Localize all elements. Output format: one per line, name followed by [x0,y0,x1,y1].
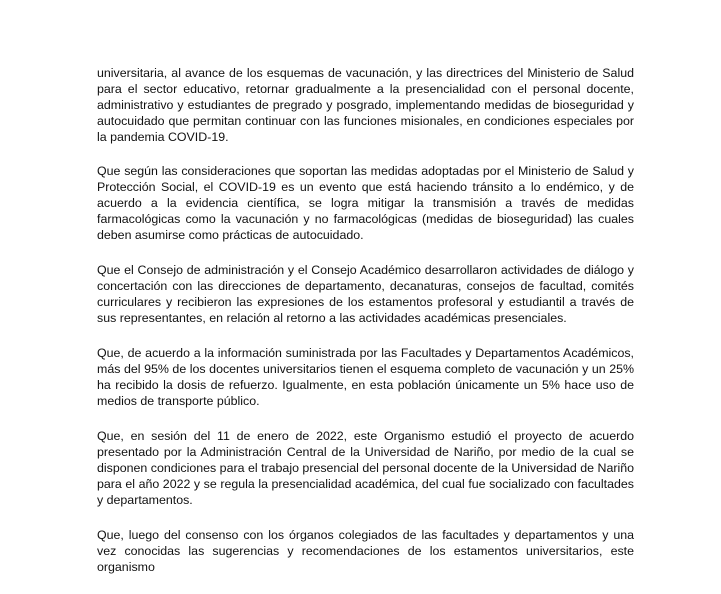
paragraph-covid-endemic: Que según las consideraciones que soportan las medidas adoptadas por el Ministerio de Salud y Protección Social, el COVID-19 es un evento que está haciendo tránsito a lo endémico, y de acuerdo a la evidencia científica, se logra mitigar la transmisión a través de medidas farmacológicas como la vacunación y no farmacológicas (medidas de bioseguridad) las cuales deben asumirse como prácticas de autocuidado. [97,164,634,242]
document-body [97,65,634,594]
paragraph-session-january: Que, en sesión del 11 de enero de 2022, este Organismo estudió el proyecto de acuerdo presentado por la Administración Central de la Universidad de Nariño, por medio de la cual se disponen condiciones para el trabajo presencial del personal docente de la Universidad de Nariño para el año 2022 y se regula la presencialidad académica, del cual fue socializado con facultades y departamentos. [97,429,634,507]
paragraph-consensus: Que, luego del consenso con los órganos colegiados de las facultades y departamentos y una vez conocidas las sugerencias y recomendaciones de los estamentos universitarios, este organismo [97,528,634,574]
paragraph-faculty-vaccination-data: Que, de acuerdo a la información suministrada por las Facultades y Departamentos Académicos, más del 95% de los docentes universitarios tienen el esquema completo de vacunación y un 25% ha recibido la dosis de refuerzo. Igualmente, en esta población únicamente un 5% hace uso de medios de transporte público. [97,346,634,408]
paragraph-councils-dialogue: Que el Consejo de administración y el Consejo Académico desarrollaron actividades de diálogo y concertación con las direcciones de departamento, decanaturas, consejos de facultad, comités curriculares y recibieron las expresiones de los estamentos profesoral y estudiantil a través de sus representantes, en relación al retorno a las actividades académicas presenciales. [97,263,634,325]
paragraph-vaccination-return: universitaria, al avance de los esquemas de vacunación, y las directrices del Ministerio de Salud para el sector educativo, retornar gradualmente a la presencialidad con el personal docente, administrativo y estudiantes de pregrado y posgrado, implementando medidas de bioseguridad y autocuidado que permitan continuar con las funciones misionales, en condiciones especiales por la pandemia COVID-19. [97,66,634,144]
